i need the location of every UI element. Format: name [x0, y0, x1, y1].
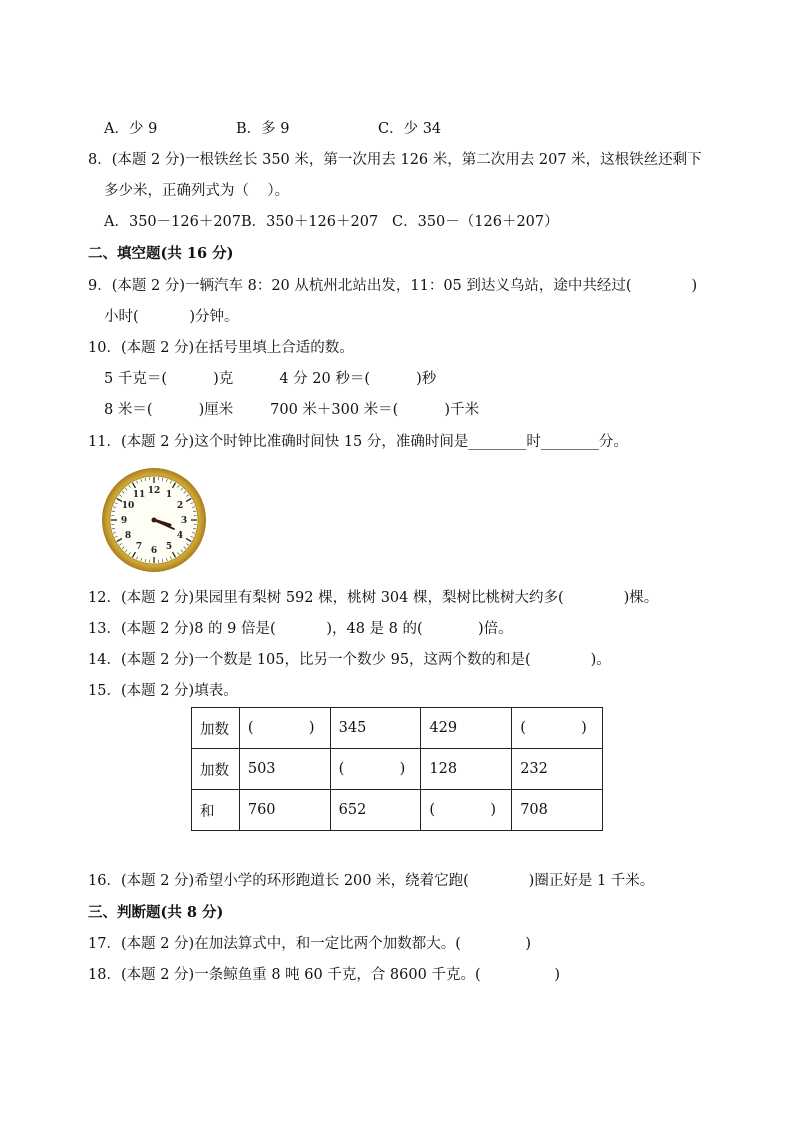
table-cell-blank: ( ) — [239, 708, 330, 749]
clock-number: 10 — [121, 501, 135, 512]
table-cell: 708 — [512, 790, 603, 831]
clock-center — [152, 518, 157, 523]
q17: 17．(本题 2 分)在加法算式中，和一定比两个加数都大。( ) — [88, 936, 532, 952]
q9-line2: 小时( )分钟。 — [104, 309, 239, 325]
clock-number: 11 — [132, 490, 146, 501]
table-cell-blank: ( ) — [512, 708, 603, 749]
clock-number: 2 — [176, 501, 184, 512]
q7-option-a: A．少 9 — [104, 121, 158, 137]
q7-option-c: C．少 34 — [378, 121, 442, 137]
fill-table — [191, 707, 603, 831]
q14: 14．(本题 2 分)一个数是 105，比另一个数少 95，这两个数的和是( )。 — [88, 652, 611, 668]
clock-number: 9 — [120, 516, 128, 527]
q10-line1: 10．(本题 2 分)在括号里填上合适的数。 — [88, 340, 354, 356]
clock-number: 3 — [180, 516, 188, 527]
clock-number: 1 — [165, 490, 173, 501]
q15: 15．(本题 2 分)填表。 — [88, 683, 238, 699]
clock-number: 6 — [150, 546, 158, 557]
clock-number: 12 — [147, 486, 161, 497]
q9-line1: 9．(本题 2 分)一辆汽车 8：20 从杭州北站出发，11：05 到达义乌站，途中共经过( ) — [88, 278, 698, 294]
section3-title: 三、判断题(共 8 分) — [88, 904, 224, 921]
table-cell: 232 — [512, 749, 603, 790]
q8-options: A．350－126＋207B．350＋126＋207 C．350－（126＋207） — [104, 214, 559, 230]
q16: 16．(本题 2 分)希望小学的环形跑道长 200 米，绕着它跑( )圈正好是 1 千米。 — [88, 873, 655, 889]
table-cell: 128 — [421, 749, 512, 790]
table-cell: 503 — [239, 749, 330, 790]
q12: 12．(本题 2 分)果园里有梨树 592 棵，桃树 304 棵，梨树比桃树大约多( )棵。 — [88, 590, 659, 606]
clock-number: 4 — [176, 531, 184, 542]
table-cell-blank: ( ) — [330, 749, 421, 790]
clock-illustration — [101, 467, 207, 573]
table-cell: 加数 — [192, 749, 240, 790]
q8-line2: 多少米，正确列式为（ ）。 — [104, 183, 290, 199]
q10-line3: 8 米＝( )厘米 700 米＋300 米＝( )千米 — [104, 402, 480, 418]
table-row — [192, 749, 603, 790]
q11-line1: 11．(本题 2 分)这个时钟比准确时间快 15 分，准确时间是________时________分。 — [88, 434, 628, 450]
clock-number: 8 — [124, 531, 132, 542]
table-cell: 652 — [330, 790, 421, 831]
clock-number: 5 — [165, 542, 173, 553]
section2-title: 二、填空题(共 16 分) — [88, 245, 234, 262]
table-cell: 和 — [192, 790, 240, 831]
table-cell: 345 — [330, 708, 421, 749]
table-row — [192, 708, 603, 749]
table-cell: 加数 — [192, 708, 240, 749]
table-row — [192, 790, 603, 831]
table-cell-blank: ( ) — [421, 790, 512, 831]
table-cell: 760 — [239, 790, 330, 831]
q10-line2: 5 千克＝( )克 4 分 20 秒＝( )秒 — [104, 371, 437, 387]
q7-option-b: B．多 9 — [236, 121, 290, 137]
table-cell: 429 — [421, 708, 512, 749]
q18: 18．(本题 2 分)一条鲸鱼重 8 吨 60 千克，合 8600 千克。( ) — [88, 967, 560, 983]
q8-line1: 8．(本题 2 分)一根铁丝长 350 米，第一次用去 126 米，第二次用去 207 米，这根铁丝还剩下 — [88, 152, 702, 168]
q13: 13．(本题 2 分)8 的 9 倍是( )，48 是 8 的( )倍。 — [88, 621, 513, 637]
clock-number: 7 — [135, 542, 143, 553]
